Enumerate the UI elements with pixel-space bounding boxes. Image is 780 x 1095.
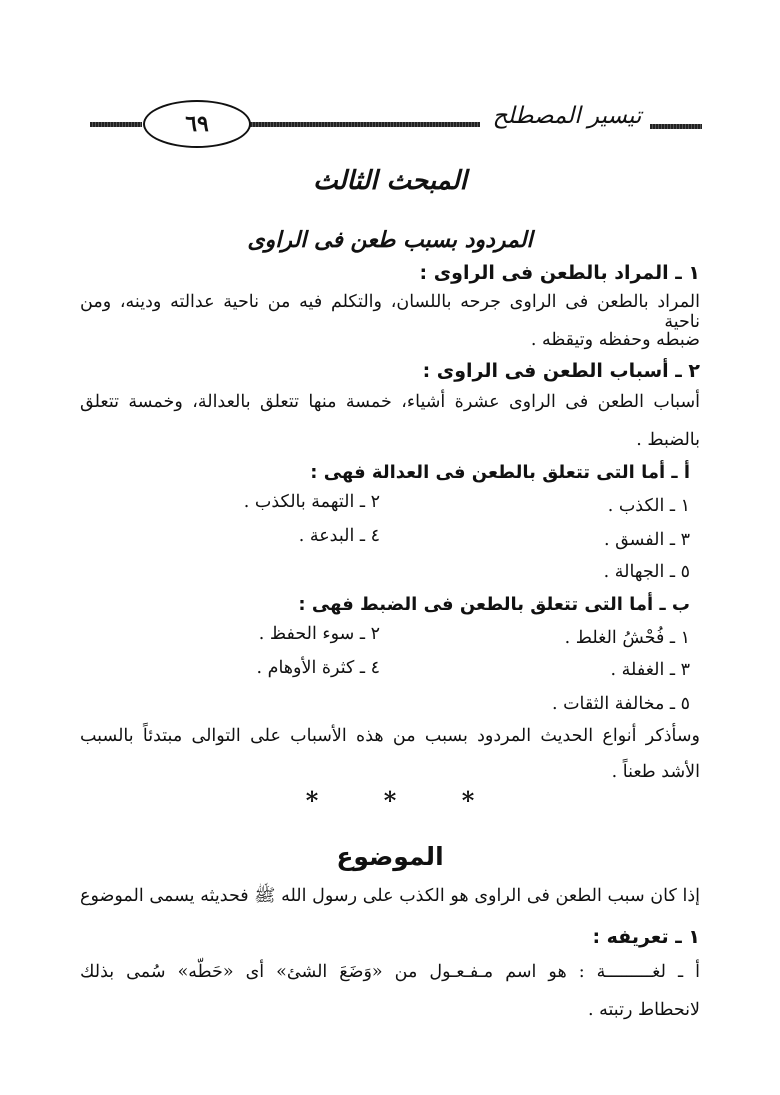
chapter-title: المبحث الثالث bbox=[313, 166, 467, 196]
item2-heading: ٢ ـ أسباب الطعن فى الراوى : bbox=[422, 360, 700, 382]
item2-line-2: بالضبط . bbox=[636, 430, 700, 450]
topic-title: الموضوع bbox=[336, 842, 444, 871]
group-b-item-5: ٥ ـ مخالفة الثقات . bbox=[551, 694, 690, 714]
group-a-item-3: ٣ ـ الفسق . bbox=[603, 530, 690, 550]
group-b-heading: ب ـ أما التى تتعلق بالطعن فى الضبط فهى : bbox=[298, 594, 690, 615]
group-a-item-5: ٥ ـ الجهالة . bbox=[603, 562, 690, 582]
definition-line-1: أ ـ لغـــــــــة : هو اسم مـفـعـول من «وَضَعَ الشئ» أى «حَطّه» سُمى بذلك bbox=[80, 962, 700, 982]
header-rule-middle bbox=[250, 122, 480, 127]
group-a-item-2: ٢ ـ التهمة بالكذب . bbox=[243, 492, 380, 512]
group-a-heading: أ ـ أما التى تتعلق بالطعن فى العدالة فهى : bbox=[310, 462, 690, 483]
group-b-item-3: ٣ ـ الغفلة . bbox=[610, 660, 690, 680]
separator-star: * bbox=[383, 786, 397, 815]
group-b-item-4: ٤ ـ كثرة الأوهام . bbox=[256, 658, 380, 678]
separator-star: * bbox=[461, 786, 475, 815]
topic-intro: إذا كان سبب الطعن فى الراوى هو الكذب على رسول الله ﷺ فحديثه يسمى الموضوع bbox=[80, 886, 700, 906]
definition-heading: ١ ـ تعريفه : bbox=[592, 926, 700, 948]
closing-line-2: الأشد طعناً . bbox=[611, 762, 700, 782]
item2-line-1: أسباب الطعن فى الراوى عشرة أشياء، خمسة منها تتعلق بالعدالة، وخمسة تتعلق bbox=[80, 392, 700, 412]
running-header-title: تيسير المصطلح bbox=[492, 103, 642, 129]
star-separator bbox=[300, 786, 480, 815]
item1-heading: ١ ـ المراد بالطعن فى الراوى : bbox=[419, 262, 700, 284]
closing-line-1: وسأذكر أنواع الحديث المردود بسبب من هذه الأسباب على التوالى مبتدئاً بالسبب bbox=[80, 726, 700, 746]
item1-line-2: ضبطه وحفظه وتيقظه . bbox=[530, 330, 700, 350]
group-a-item-1: ١ ـ الكذب . bbox=[607, 496, 690, 516]
group-b-item-1: ١ ـ فُحْشُ الغلط . bbox=[564, 628, 690, 648]
group-b-item-2: ٢ ـ سوء الحفظ . bbox=[258, 624, 380, 644]
item1-line-1: المراد بالطعن فى الراوى جرحه باللسان، والتكلم فيه من ناحية عدالته ودينه، ومن ناحية bbox=[80, 292, 700, 332]
section-title: المردود بسبب طعن فى الراوى bbox=[247, 228, 533, 253]
header-rule-right bbox=[650, 124, 702, 129]
separator-star: * bbox=[305, 786, 319, 815]
header-rule-left bbox=[90, 122, 142, 127]
group-a-item-4: ٤ ـ البدعة . bbox=[298, 526, 380, 546]
page-number: ٦٩ bbox=[143, 100, 251, 148]
definition-line-2: لانحطاط رتبته . bbox=[588, 1000, 700, 1020]
